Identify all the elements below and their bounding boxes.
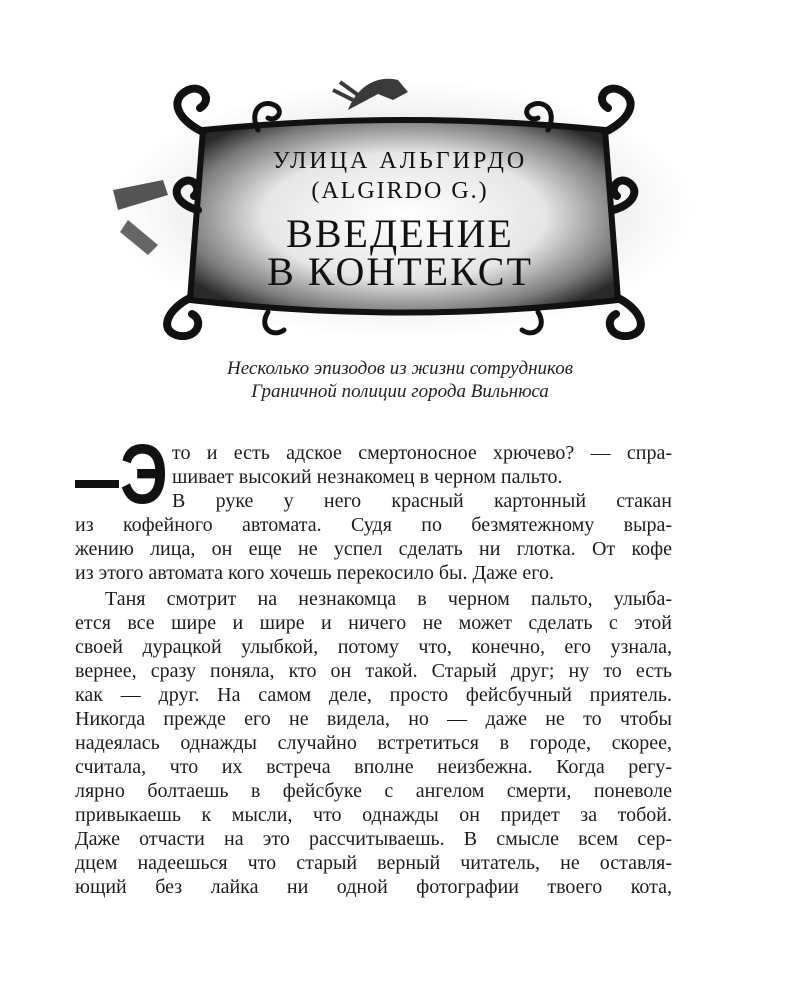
text-line: ется все шире и шире и ничего не может сделать с этой (75, 612, 672, 634)
text-line: Даже отчасти на это рассчитываешь. В смысле всем сер- (75, 828, 672, 850)
text-line: из кофейного автомата. Судя по безмятежному выра- (75, 514, 672, 536)
chapter-title-line-2: В КОНТЕКСТ (267, 249, 533, 294)
text-line: то и есть адское смертоносное хрючево? — спра- (172, 442, 672, 464)
chapter-street-name: УЛИЦА АЛЬГИРДО (272, 148, 528, 174)
text-line: В руке у него красный картонный стакан (172, 490, 672, 512)
chapter-title-line-1: ВВЕДЕНИЕ (286, 211, 514, 256)
text-line: шивает высокий незнакомец в черном пальто. (172, 466, 563, 488)
text-line: Никогда прежде его не видела, но — даже не то чтобы (75, 708, 672, 730)
text-line: жению лица, он еще не успел сделать ни глотка. От кофе (75, 538, 672, 560)
text-line: как — друг. На самом деле, просто фейсбучный приятель. (75, 684, 672, 706)
text-line: своей дурацкой улыбкой, потому что, конечно, его узнала, (75, 636, 672, 658)
text-line: считала, что их встреча вполне неизбежна. Когда регу- (75, 756, 672, 778)
text-line: дцем надеешься что старый верный читатель, не оставля- (75, 852, 672, 874)
text-line: Таня смотрит на незнакомца в черном пальто, улыба- (105, 588, 672, 610)
chapter-street-latin: (ALGIRDO G.) (311, 178, 489, 204)
chapter-header-illustration (108, 70, 700, 340)
epigraph-line-1: Несколько эпизодов из жизни сотрудников (227, 358, 573, 379)
text-line: надеялась однажды случайно встретиться в городе, скорее, (75, 732, 672, 754)
text-line: из этого автомата кого хочешь перекосило бы. Даже его. (75, 562, 554, 584)
text-line: ющий без лайка ни одной фотографии твоего кота, (75, 876, 672, 898)
text-line: лярно болтаешь в фейсбуке с ангелом смерти, поневоле (75, 780, 672, 802)
text-line: вернее, сразу поняла, кто он такой. Старый друг; ну то есть (75, 660, 672, 682)
dropcap-dash (75, 480, 119, 488)
dropcap-letter: Э (120, 427, 168, 521)
text-line: привыкаешь к мысли, что однажды он придет за тобой. (75, 804, 672, 826)
epigraph-line-2: Граничной полиции города Вильнюса (251, 381, 549, 402)
